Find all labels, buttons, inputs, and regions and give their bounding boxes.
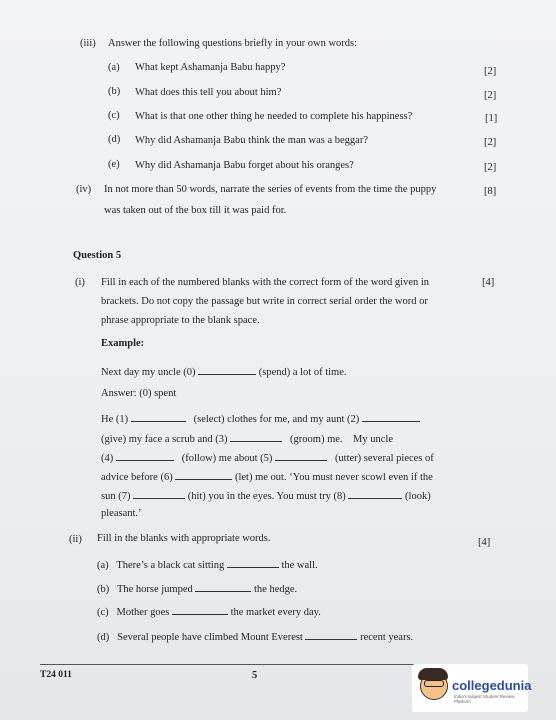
page-number: 5 <box>252 670 258 681</box>
fill-item: (b) The horse jumped the hedge. <box>97 584 298 595</box>
question-text: Why did Ashamanja Babu think the man was a beggar? <box>135 135 368 146</box>
marks: [8] <box>484 186 497 197</box>
item-label: (c) <box>108 110 120 121</box>
example-heading: Example: <box>101 338 145 349</box>
marks: [4] <box>478 537 491 548</box>
part-i-line3: phrase appropriate to the blank space. <box>101 315 260 326</box>
passage-line: advice before (6) (let) me out. ‘You must never scowl even if the <box>101 472 433 483</box>
question-text: What kept Ashamanja Babu happy? <box>135 62 286 73</box>
example-answer: Answer: (0) spent <box>101 388 177 399</box>
marks: [1] <box>485 113 498 124</box>
fill-item: (a) There’s a black cat sitting the wall. <box>97 560 318 571</box>
item-label: (a) <box>108 62 120 73</box>
item-label: (e) <box>108 159 120 170</box>
brand-name: collegedunia <box>452 678 532 693</box>
question-text: What does this tell you about him? <box>135 87 282 98</box>
question-text: Why did Ashamanja Babu forget about his oranges? <box>135 160 354 171</box>
example-sentence: Next day my uncle (0) (spend) a lot of time. <box>101 367 347 378</box>
part-i-number: (i) <box>75 277 85 288</box>
section-iv-number: (iv) <box>76 184 92 195</box>
section-iii-number: (iii) <box>80 38 96 49</box>
part-i-line2: brackets. Do not copy the passage but write in correct serial order the word or <box>101 296 428 307</box>
passage-line: pleasant.’ <box>101 508 142 519</box>
section-iii-prompt: Answer the following questions briefly in your own words: <box>108 38 358 49</box>
passage-line: He (1) (select) clothes for me, and my aunt (2) <box>101 412 420 425</box>
section-iv-line2: was taken out of the box till it was paid for. <box>104 205 287 216</box>
marks: [2] <box>484 162 497 173</box>
marks: [2] <box>484 90 497 101</box>
marks: [4] <box>482 277 495 288</box>
passage-line: sun (7) (hit) you in the eyes. You must try (8) (look) <box>101 491 431 502</box>
passage-line: (4) (follow) me about (5) (utter) several pieces of <box>101 453 434 464</box>
question-text: What is that one other thing he needed to complete his happiness? <box>135 111 413 122</box>
part-ii-number: (ii) <box>69 534 82 545</box>
marks: [2] <box>484 66 497 77</box>
section-iv-line1: In not more than 50 words, narrate the series of events from the time the puppy <box>104 184 437 195</box>
item-label: (b) <box>108 86 121 97</box>
marks: [2] <box>484 137 497 148</box>
item-label: (d) <box>108 134 121 145</box>
brand-tagline: India's largest Student Review Platform <box>454 694 515 704</box>
collegedunia-logo <box>412 664 532 712</box>
paper-code: T24 011 <box>40 670 72 680</box>
passage-line: (give) my face a scrub and (3) (groom) me. My uncle <box>101 434 393 445</box>
fill-item: (d) Several people have climbed Mount Everest recent years. <box>97 632 414 643</box>
part-i-line1: Fill in each of the numbered blanks with the correct form of the word given in <box>101 277 430 288</box>
footer-rule <box>40 664 436 665</box>
fill-item: (c) Mother goes the market every day. <box>97 607 321 618</box>
part-ii-prompt: Fill in the blanks with appropriate words. <box>97 533 271 544</box>
question-5-heading: Question 5 <box>73 250 122 261</box>
